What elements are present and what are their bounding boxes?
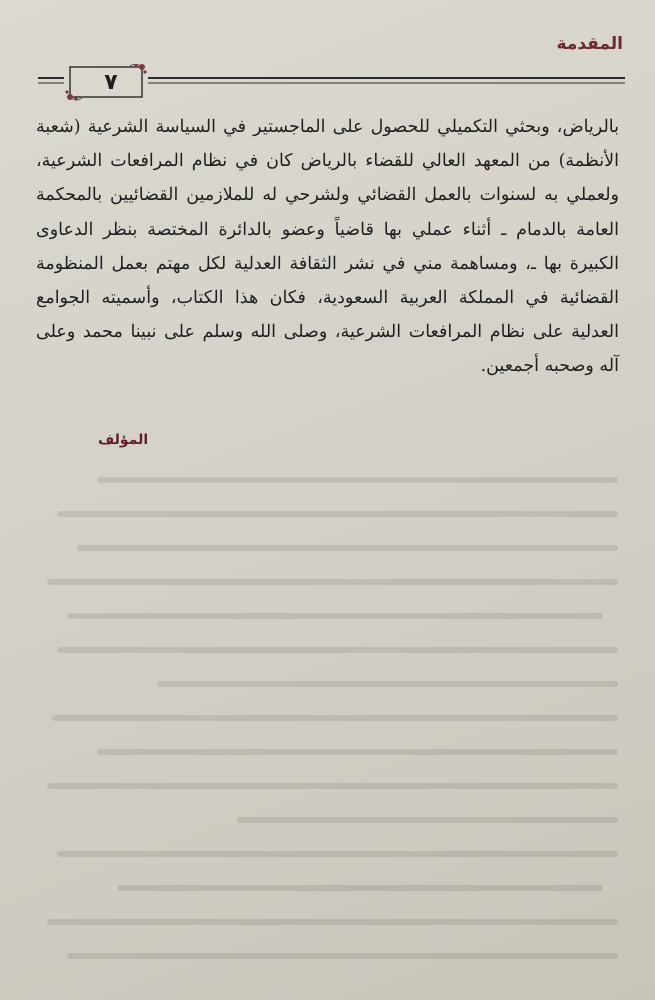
intro-paragraph: بالرياض، وبحثي التكميلي للحصول على الماجستير في السياسة الشرعية (شعبة الأنظمة) من المعهد العالي للقضاء بالرياض كان في نظام المرافعات الشرعية، ولعملي به لسنوات بالعمل القضائي ولشرحي له للملازمين القضائيين بالمحكمة العامة بالدمام ـ أثناء عملي بها قاضياً وعضو بالدائرة المختصة بنظر الدعاوى الكبيرة بها ـ، ومساهمة مني في نشر الثقافة العدلية لكل مهتم بعمل المنظومة القضائية في المملكة العربية السعودية، فكان هذا الكتاب، وأسميته الجوامع العدلية على نظام المرافعات الشرعية، وصلى الله وسلم على نبينا محمد وعلى آله وصحبه أجمعين.: [36, 117, 619, 377]
header-ornament: [38, 64, 625, 104]
page-number: ٧: [104, 70, 118, 95]
main-text: [36, 110, 619, 384]
show-through-text: [40, 470, 621, 980]
show-through-lines: [40, 470, 621, 980]
running-title: المقدمة: [556, 34, 623, 54]
author-signature: المؤلف: [98, 432, 149, 448]
